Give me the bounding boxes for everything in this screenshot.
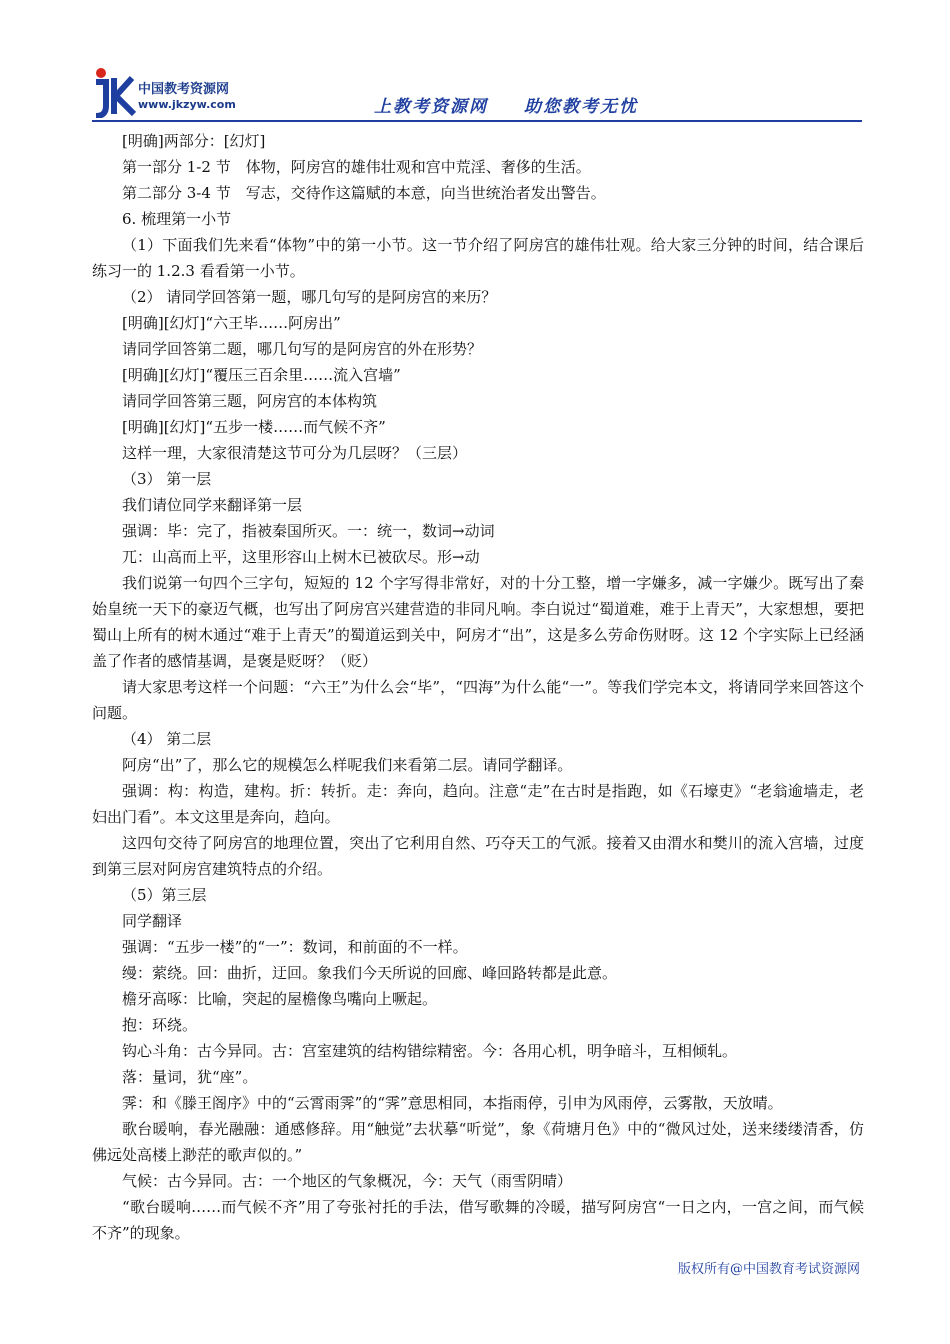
- paragraph: （5）第三层: [122, 886, 207, 904]
- paragraph: 兀：山高而上平，这里形容山上树木已被砍尽。形→动: [122, 548, 480, 566]
- paragraph: [明确][幻灯]“覆压三百余里……流入宫墙”: [122, 366, 401, 384]
- paragraph: 这样一理，大家很清楚这节可分为几层呀？（三层）: [122, 444, 468, 462]
- paragraph: 我们请位同学来翻译第一层: [122, 496, 303, 514]
- paragraph: 请同学回答第三题，阿房宫的本体构筑: [122, 392, 378, 410]
- paragraph: 阿房“出”了，那么它的规模怎么样呢我们来看第二层。请同学翻译。: [122, 756, 573, 774]
- paragraph: 6. 梳理第一小节: [122, 210, 232, 228]
- slogan-left: 上教考资源网: [374, 97, 488, 117]
- paragraph: （4） 第二层: [122, 730, 212, 748]
- paragraph: 第一部分 1-2 节 体物，阿房宫的雄伟壮观和宫中荒淫、奢侈的生活。: [122, 158, 591, 176]
- header-slogan: [374, 92, 638, 117]
- document-body: [92, 128, 864, 1246]
- site-name: 中国教考资源网: [138, 82, 230, 97]
- jk-logo-icon: [92, 66, 140, 118]
- paragraph: 同学翻译: [122, 912, 183, 930]
- paragraph: （3） 第一层: [122, 470, 212, 488]
- paragraph: 强调：毕：完了，指被秦国所灭。一：统一，数词→动词: [122, 522, 495, 540]
- paragraph: 落：量词，犹“座”。: [122, 1068, 258, 1086]
- paragraph: 歌台暖响，春光融融：通感修辞。用“触觉”去状摹“听觉”，象《荷塘月色》中的“微风过处，送来缕缕清香，仿佛远处高楼上渺茫的歌声似的。”: [92, 1120, 864, 1164]
- header-divider: [92, 120, 862, 122]
- paragraph: [明确][幻灯]“五步一楼……而气候不齐”: [122, 418, 386, 436]
- paragraph: （2） 请同学回答第一题，哪几句写的是阿房宫的来历？: [122, 288, 497, 306]
- paragraph: 强调：“五步一楼”的“一”：数词，和前面的不一样。: [122, 938, 468, 956]
- paragraph: 我们说第一句四个三字句，短短的 12 个字写得非常好，对的十分工整，增一字嫌多，减一字嫌少。既写出了秦始皇统一天下的豪迈气概，也写出了阿房宫兴建营造的非同凡响。李白说过“蜀道难，难于上青天”，大家想想，要把蜀山上所有的树木通过“难于上青天”的蜀道运到关中，阿房才“出”，这是多么劳命伤财呀。这 12 个字实际上已经涵盖了作者的感情基调，是褒是贬呀？（贬）: [92, 574, 864, 670]
- page-header: [92, 64, 862, 124]
- paragraph: 抱：环绕。: [122, 1016, 198, 1034]
- paragraph: [明确]两部分：[幻灯]: [122, 132, 266, 150]
- paragraph: [明确][幻灯]“六王毕……阿房出”: [122, 314, 341, 332]
- paragraph: 这四句交待了阿房宫的地理位置，突出了它利用自然、巧夺天工的气派。接着又由渭水和樊川的流入宫墙，过度到第三层对阿房宫建筑特点的介绍。: [92, 834, 864, 878]
- paragraph: 钩心斗角：古今异同。古：宫室建筑的结构错综精密。今：各用心机，明争暗斗，互相倾轧。: [122, 1042, 738, 1060]
- paragraph: 檐牙高啄：比喻，突起的屋檐像鸟嘴向上噘起。: [122, 990, 438, 1008]
- paragraph: 第二部分 3-4 节 写志，交待作这篇赋的本意，向当世统治者发出警告。: [122, 184, 606, 202]
- paragraph: “歌台暖响……而气候不齐”用了夸张衬托的手法，借写歌舞的冷暖，描写阿房宫“一日之内，一宫之间，而气候不齐”的现象。: [92, 1198, 864, 1242]
- paragraph: 缦：萦绕。回：曲折，迂回。象我们今天所说的回廊、峰回路转都是此意。: [122, 964, 618, 982]
- site-url[interactable]: www.jkzyw.com: [138, 98, 236, 111]
- paragraph: 请同学回答第二题，哪几句写的是阿房宫的外在形势？: [122, 340, 483, 358]
- paragraph: （1）下面我们先来看“体物”中的第一小节。这一节介绍了阿房宫的雄伟壮观。给大家三分钟的时间，结合课后练习一的 1.2.3 看看第一小节。: [92, 236, 864, 280]
- paragraph: 气候：古今异同。古：一个地区的气象概况，今：天气（雨雪阴晴）: [122, 1172, 573, 1190]
- paragraph: 霁：和《滕王阁序》中的“云霄雨霁”的“霁”意思相同，本指雨停，引申为风雨停，云雾散，天放晴。: [122, 1094, 783, 1112]
- copyright-footer: 版权所有@中国教育考试资源网: [677, 1262, 860, 1277]
- slogan-right: 助您教考无忧: [524, 97, 638, 117]
- paragraph: 请大家思考这样一个问题：“六王”为什么会“毕”，“四海”为什么能“一”。等我们学完本文，将请同学来回答这个问题。: [92, 678, 864, 722]
- paragraph: 强调：构：构造，建构。折：转折。走：奔向，趋向。注意“走”在古时是指跑，如《石壕吏》“老翁逾墙走，老妇出门看”。本文这里是奔向，趋向。: [92, 782, 864, 826]
